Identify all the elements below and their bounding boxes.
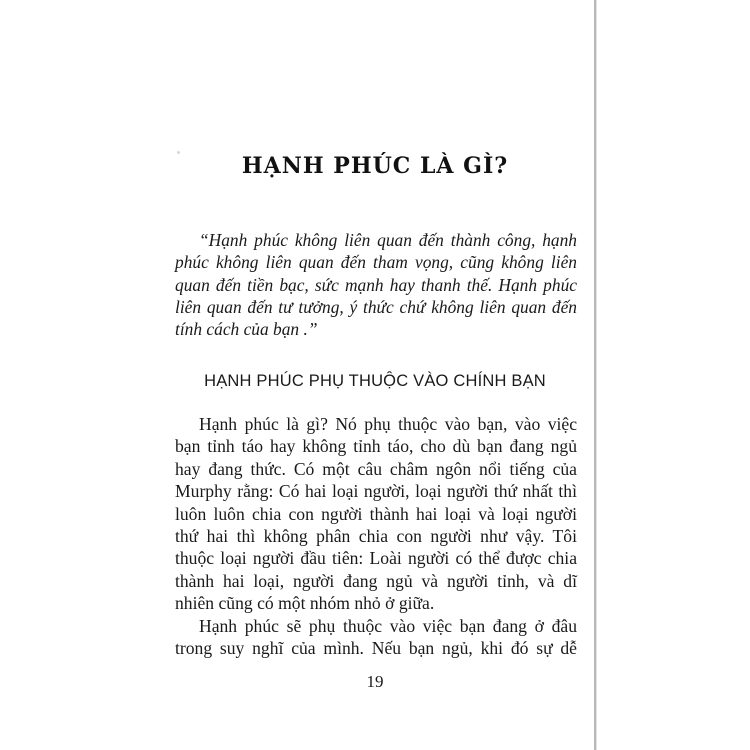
body-line: Hạnh phúc là gì? Nó phụ thuộc vào bạn, vào việc xyxy=(199,414,577,434)
body-line: thành hai loại, người đang ngủ và người tỉnh, và dĩ xyxy=(175,570,577,591)
epigraph-quote xyxy=(175,229,577,340)
epigraph-line: quan đến tiền bạc, sức mạnh hay thanh thế. Hạnh phúc xyxy=(175,274,577,295)
page-number: 19 xyxy=(366,672,384,691)
body-line: bạn tỉnh táo hay không tỉnh táo, cho dù bạn đang ngủ xyxy=(175,436,577,457)
epigraph-line: liên quan đến tư tưởng, ý thức chứ không liên quan đến xyxy=(175,296,577,317)
body-line: hay đang thức. Có một câu châm ngôn nổi tiếng của xyxy=(175,458,577,479)
chapter-title: HẠNH PHÚC LÀ GÌ? xyxy=(241,153,509,179)
body-line: thuộc loại người đầu tiên: Loài người có thể được chia xyxy=(175,548,577,569)
body-line: Hạnh phúc sẽ phụ thuộc vào việc bạn đang ở đâu xyxy=(199,615,577,636)
body-line: luôn luôn chia con người thành hai loại và loại người xyxy=(175,503,577,524)
section-heading: HẠNH PHÚC PHỤ THUỘC VÀO CHÍNH BẠN xyxy=(204,372,546,390)
body-line: nhiên cũng có một nhóm nhỏ ở giữa. xyxy=(175,593,435,614)
epigraph-line: phúc không liên quan đến tham vọng, cũng không liên xyxy=(175,252,577,273)
body-line: trong suy nghĩ của mình. Nếu bạn ngủ, khi đó sự dễ xyxy=(175,638,577,659)
epigraph-line: tính cách của bạn .” xyxy=(175,319,318,340)
body-line: Murphy rằng: Có hai loại người, loại người thứ nhất thì xyxy=(175,481,577,502)
page-edge-shadow xyxy=(596,0,597,750)
epigraph-line: “Hạnh phúc không liên quan đến thành công, hạnh xyxy=(199,230,577,250)
body-line: thứ hai thì không phân chia con người như vậy. Tôi xyxy=(175,526,577,547)
body-paragraphs xyxy=(175,413,577,659)
